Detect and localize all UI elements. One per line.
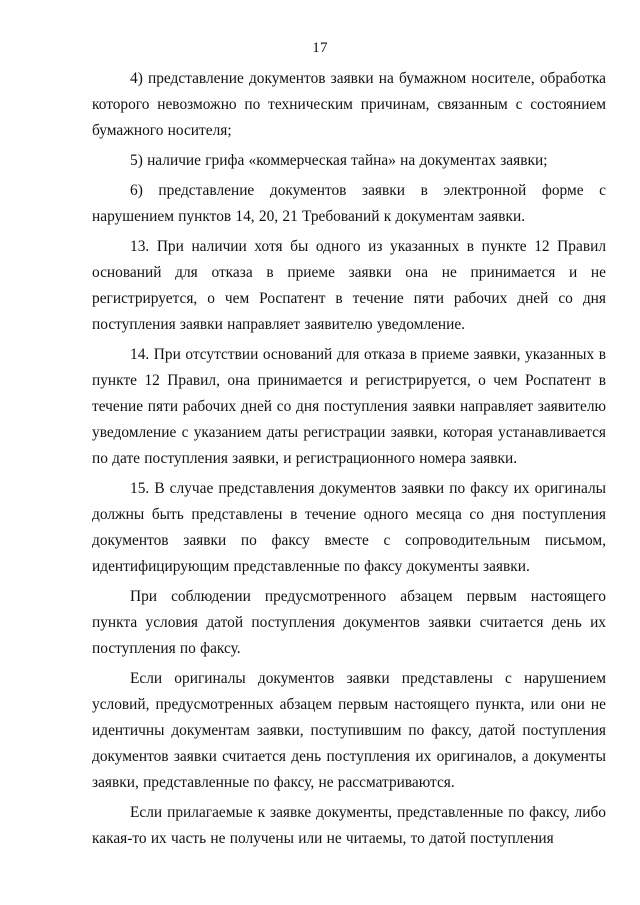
page-number: 17 (312, 40, 328, 56)
paragraph-fax-date-condition: При соблюдении предусмотренного абзацем первым настоящего пункта условия датой поступления документов заявки считается день их поступления по факсу. (92, 588, 606, 657)
document-body (92, 66, 606, 856)
paragraph-originals-violation: Если оригиналы документов заявки представлены с нарушением условий, предусмотренных абзацем первым настоящего пункта, или они не идентичны документам заявки, поступившим по факсу, датой поступления документов заявки считается день поступления их оригиналов, а документы заявки, представленные по факсу, не рассматриваются. (92, 670, 606, 791)
paragraph-item-5: 5) наличие грифа «коммерческая тайна» на документах заявки; (130, 152, 548, 169)
paragraph-clause-14: 14. При отсутствии оснований для отказа в приеме заявки, указанных в пункте 12 Правил, она принимается и регистрируется, о чем Роспатент в течение пяти рабочих дней со дня поступления заявки направляет заявителю уведомление с указанием даты регистрации заявки, которая устанавливается по дате поступления заявки, и регистрационного номера заявки. (92, 346, 606, 467)
paragraph-item-4: 4) представление документов заявки на бумажном носителе, обработка которого невозможно по техническим причинам, связанным с состоянием бумажного носителя; (92, 70, 606, 139)
paragraph-clause-15: 15. В случае представления документов заявки по факсу их оригиналы должны быть представлены в течение одного месяца со дня поступления документов заявки по факсу вместе с сопроводительным письмом, идентифицирующим представленные по факсу документы заявки. (92, 480, 606, 575)
paragraph-clause-13: 13. При наличии хотя бы одного из указанных в пункте 12 Правил оснований для отказа в приеме заявки она не принимается и не регистрируется, о чем Роспатент в течение пяти рабочих дней со дня поступления заявки направляет заявителю уведомление. (92, 238, 606, 333)
paragraph-unreadable-documents: Если прилагаемые к заявке документы, представленные по факсу, либо какая-то их часть не получены или не читаемы, то датой поступления (92, 804, 606, 847)
paragraph-item-6: 6) представление документов заявки в электронной форме с нарушением пунктов 14, 20, 21 Требований к документам заявки. (92, 182, 606, 225)
